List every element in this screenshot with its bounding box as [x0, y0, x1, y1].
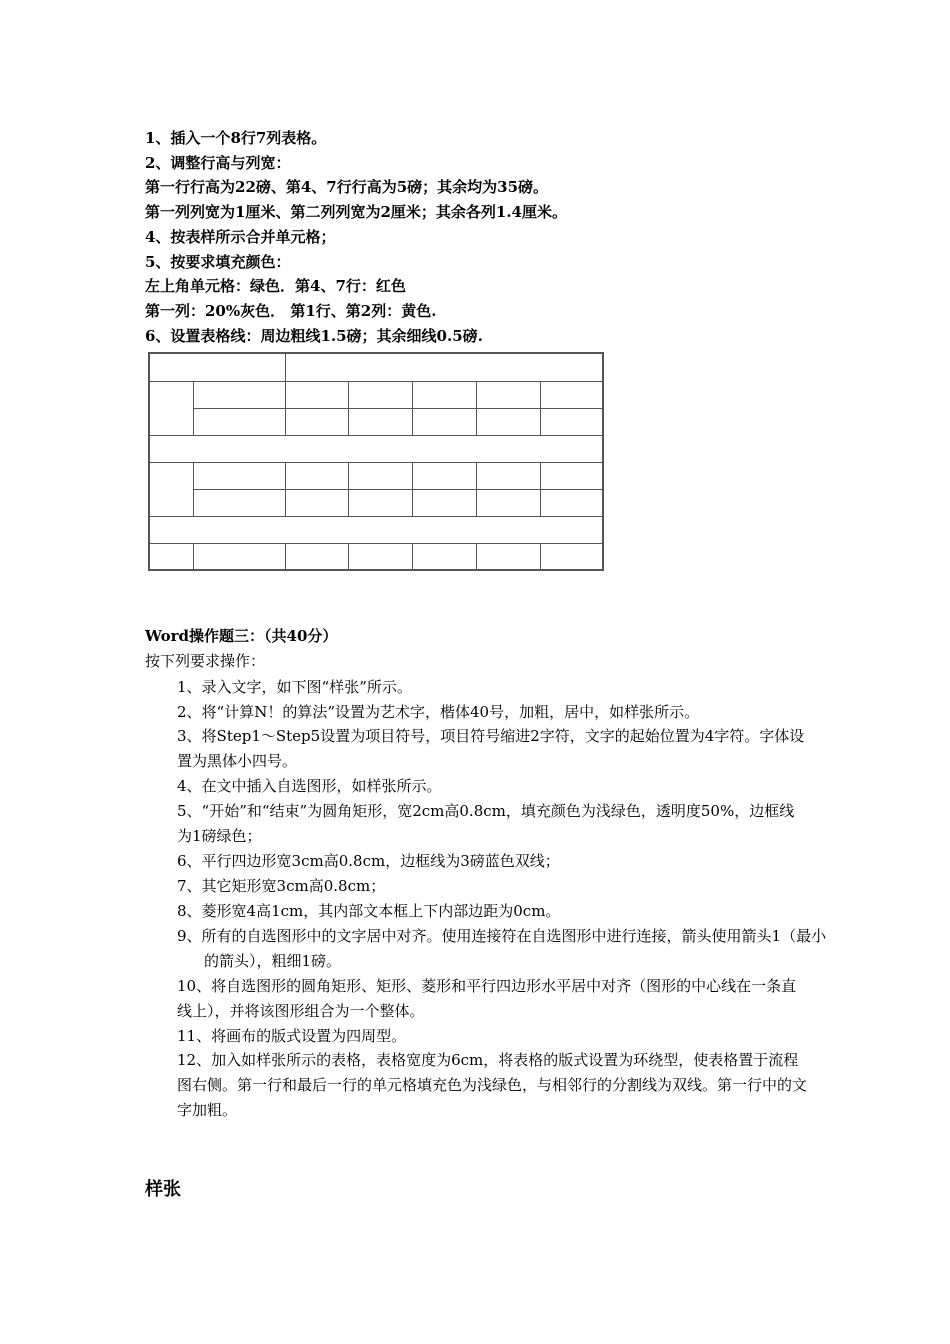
- instruction-line: 2、调整行高与列宽：: [145, 154, 291, 172]
- table-cell: [476, 489, 540, 516]
- sample-label: 样张: [145, 1179, 181, 1200]
- table-cell: [476, 381, 540, 408]
- list-item: 8、菱形宽4高1cm，其内部文本框上下内部边距为0cm。: [177, 902, 561, 920]
- instruction-line: 第一列列宽为1厘米、第二列列宽为2厘米；其余各列1.4厘米。: [145, 203, 567, 221]
- table-cell: [285, 381, 348, 408]
- table-cell: [149, 543, 193, 570]
- table-row: [149, 543, 603, 570]
- list-item: 1、录入文字，如下图“样张”所示。: [177, 678, 412, 696]
- list-item: 7、其它矩形宽3cm高0.8cm；: [177, 877, 386, 895]
- section-subtitle: 按下列要求操作：: [145, 652, 266, 670]
- section-title: Word操作题三：（共40分）: [145, 627, 338, 645]
- table-cell: [193, 381, 285, 408]
- list-item: 9、所有的自选图形中的文字居中对齐。使用连接符在自选图形中进行连接，箭头使用箭头1（最小的箭头），粗细1磅。: [177, 927, 827, 970]
- table-cell: [193, 489, 285, 516]
- table-row: [149, 408, 603, 435]
- table-cell: [285, 543, 348, 570]
- instruction-line: 第一列：20%灰色． 第1行、第2列：黄色.: [145, 302, 437, 320]
- table-cell: [149, 462, 193, 516]
- table-cell: [348, 543, 412, 570]
- table-cell: [149, 381, 193, 435]
- table-cell: [348, 462, 412, 489]
- list-item: 5、“开始”和“结束”为圆角矩形，宽2cm高0.8cm，填充颜色为浅绿色，透明度50%，边框线为1磅绿色；: [177, 802, 795, 845]
- instruction-line: 第一行行高为22磅、第4、7行行高为5磅；其余均为35磅。: [145, 178, 549, 196]
- table-cell: [540, 489, 603, 516]
- table-cell: [412, 543, 476, 570]
- sample-table: [148, 352, 604, 571]
- instruction-line: 5、按要求填充颜色：: [145, 253, 291, 271]
- table-cell: [149, 435, 603, 462]
- table-row: [149, 489, 603, 516]
- table-row: [149, 381, 603, 408]
- table-cell: [476, 462, 540, 489]
- table-row: [149, 462, 603, 489]
- table-cell: [348, 408, 412, 435]
- list-item: 11、将画布的版式设置为四周型。: [177, 1027, 407, 1045]
- table-cell: [285, 353, 603, 381]
- list-item: 10、将自选图形的圆角矩形、矩形、菱形和平行四边形水平居中对齐（图形的中心线在一条直线上），并将该图形组合为一个整体。: [177, 977, 797, 1020]
- table-cell: [285, 408, 348, 435]
- table-cell: [412, 381, 476, 408]
- table-cell: [149, 353, 285, 381]
- table-cell: [285, 489, 348, 516]
- table-cell: [540, 381, 603, 408]
- table-row: [149, 353, 603, 381]
- table-cell: [193, 408, 285, 435]
- table-cell: [412, 489, 476, 516]
- table-cell: [540, 462, 603, 489]
- table-row: [149, 516, 603, 543]
- table-cell: [348, 381, 412, 408]
- table-cell: [193, 462, 285, 489]
- table-cell: [348, 489, 412, 516]
- list-item: 4、在文中插入自选图形，如样张所示。: [177, 777, 442, 795]
- table-cell: [149, 516, 603, 543]
- table-cell: [540, 543, 603, 570]
- table-cell: [476, 543, 540, 570]
- table-cell: [412, 408, 476, 435]
- table-cell: [193, 543, 285, 570]
- list-item: 2、将“计算N！的算法”设置为艺术字，楷体40号，加粗，居中，如样张所示。: [177, 703, 700, 721]
- table-cell: [540, 408, 603, 435]
- list-item: 3、将Step1～Step5设置为项目符号，项目符号缩进2字符，文字的起始位置为4字符。字体设置为黑体小四号。: [177, 727, 805, 770]
- instruction-line: 1、插入一个8行7列表格。: [145, 129, 327, 147]
- table-cell: [412, 462, 476, 489]
- table-row: [149, 435, 603, 462]
- instruction-line: 4、按表样所示合并单元格；: [145, 228, 336, 246]
- instruction-line: 左上角单元格：绿色．第4、7行：红色: [145, 277, 406, 295]
- table-cell: [476, 408, 540, 435]
- list-item: 6、平行四边形宽3cm高0.8cm，边框线为3磅蓝色双线；: [177, 852, 560, 870]
- table-cell: [285, 462, 348, 489]
- list-item: 12、加入如样张所示的表格，表格宽度为6cm，将表格的版式设置为环绕型，使表格置于流程图右侧。第一行和最后一行的单元格填充色为浅绿色，与相邻行的分割线为双线。第一行中的文字加粗。: [177, 1051, 808, 1119]
- instruction-line: 6、设置表格线：周边粗线1.5磅；其余细线0.5磅.: [145, 327, 483, 345]
